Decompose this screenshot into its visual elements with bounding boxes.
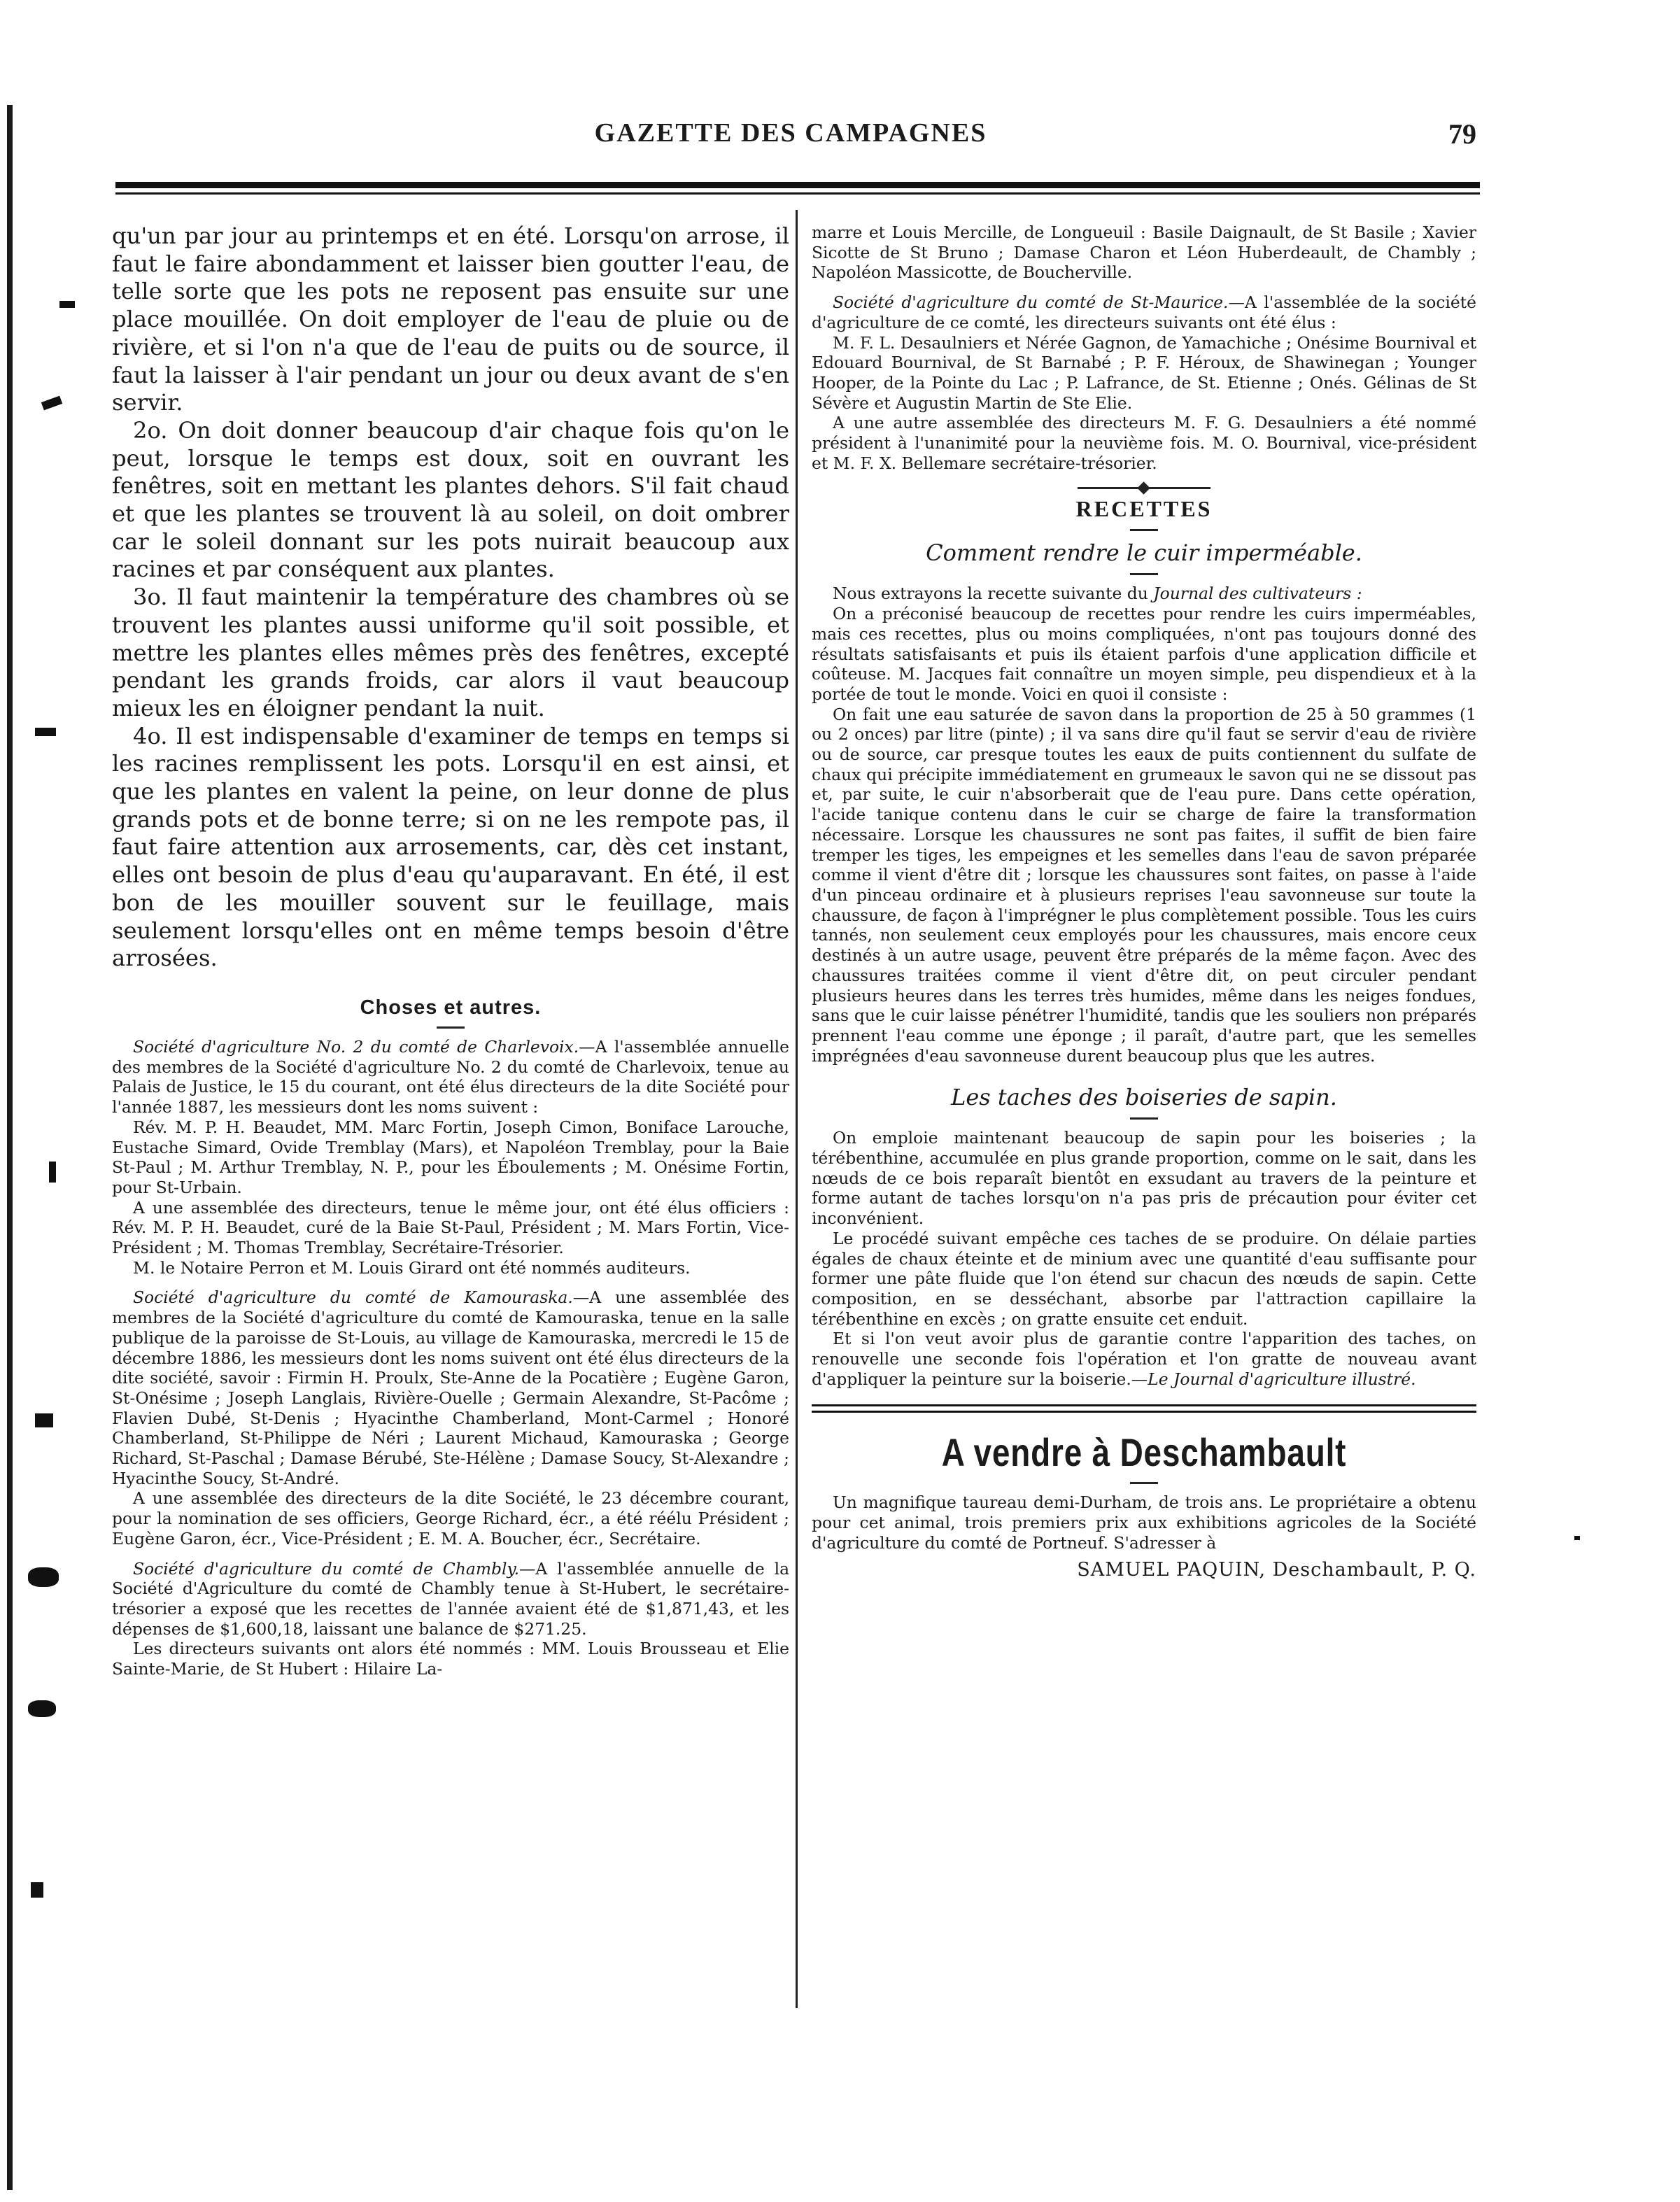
divider	[1130, 529, 1158, 531]
section-heading: RECETTES	[1075, 496, 1213, 522]
choses-continued	[812, 223, 1476, 473]
society-name: Société d'agriculture No. 2 du comté de Charlevoix.	[133, 1036, 579, 1057]
paragraph: 3o. Il faut maintenir la température des chambres où se trouvent les plantes aussi uniforme qu'il soit possible, et mettre les plantes elles mêmes près des fenêtres, excepté pendant les grands froids, car alors il vaut beaucoup mieux les en éloigner pendant la nuit.	[112, 584, 789, 721]
plants-article	[112, 223, 789, 973]
article-heading: Les taches des boiseries de sapin.	[951, 1084, 1337, 1111]
scan-speck	[49, 1162, 56, 1183]
divider	[437, 1026, 465, 1029]
scan-speck	[28, 1567, 59, 1587]
paragraph: Et si l'on veut avoir plus de garantie contre l'apparition des taches, on renouvelle une seconde fois l'opération et l'on gratte de nouveau avant d'appliquer la peinture sur la boiserie.—Le Journal d'agriculture illustré.	[812, 1329, 1476, 1389]
society-name: Société d'agriculture du comté de Chambly.	[133, 1558, 520, 1579]
scan-speck	[35, 1413, 53, 1427]
header-rule	[115, 182, 1480, 188]
right-column	[812, 223, 1476, 1581]
scan-speck	[41, 396, 62, 411]
paragraph: On a préconisé beaucoup de recettes pour rendre les cuirs imperméables, mais ces recettes, plus ou moins compliquées, n'ont pas toujours donné des résultats satisfaisants et puis ils étaient parfois d'une application difficile et coûteuse. M. Jacques fait connaître un moyen simple, peu dispendieux et à la portée de tout le monde. Voici en quoi il consiste :	[812, 604, 1476, 704]
paragraph: A une assemblée des directeurs, tenue le même jour, ont été élus officiers : Rév. M. P. H. Beaudet, curé de la Baie St-Paul, Président ; M. Mars Fortin, Vice-Président ; M. Thomas Tremblay, Secrétaire-Trésorier.	[112, 1197, 789, 1258]
paragraph: 2o. On doit donner beaucoup d'air chaque fois qu'on le peut, lorsque le temps est doux, soit en ouvrant les fenêtres, soit en mettant les plantes dehors. S'il fait chaud et que les plantes se trouvent là au soleil, on doit ombrer car le soleil donnant sur les pots nuirait beaucoup aux racines et par conséquent aux plantes.	[112, 416, 789, 583]
advertisement	[812, 1492, 1476, 1553]
paragraph: Nous extrayons la recette suivante du Journal des cultivateurs :	[833, 584, 1362, 604]
paragraph: Les directeurs suivants ont alors été nommés : MM. Louis Brousseau et Elie Sainte-Marie, de St Hubert : Hilaire La-	[112, 1639, 789, 1679]
advertisement-signature: SAMUEL PAQUIN, Deschambault, P. Q.	[1077, 1558, 1476, 1581]
society-name: Société d'agriculture du comté de St-Maurice.	[833, 292, 1229, 313]
divider	[1130, 1117, 1158, 1120]
page-header	[105, 118, 1476, 160]
page-number: 79	[1448, 118, 1476, 150]
article-heading: Comment rendre le cuir imperméable.	[926, 539, 1362, 567]
scan-speck	[1574, 1536, 1580, 1540]
cuir-article	[812, 584, 1476, 1066]
scan-speck	[35, 728, 56, 736]
paragraph: A une autre assemblée des directeurs M. F. G. Desaulniers a été nommé président à l'unanimité pour la neuvième fois. M. O. Bournival, vice-président et M. F. X. Bellemare secrétaire-trésorier.	[812, 413, 1476, 473]
divider	[1130, 573, 1158, 575]
paragraph: 4o. Il est indispensable d'examiner de temps en temps si les racines remplissent les pots. Lorsqu'il en est ainsi, et que les plantes en valent la peine, on leur donne de plus grands pots et de bonne terre; si on ne les rempote pas, il faut faire attention aux arrosements, car, dès cet instant, elles ont besoin de plus d'eau qu'auparavant. En été, il est bon de les mouiller souvent sur le feuillage, mais seulement lorsqu'elles ont en même temps besoin d'être arrosées.	[112, 722, 789, 972]
paragraph: M. le Notaire Perron et M. Louis Girard ont été nommés auditeurs.	[133, 1257, 691, 1278]
paragraph: Société d'agriculture du comté de Kamouraska.—A une assemblée des membres de la Société d'agriculture du comté de Kamouraska, tenue en la salle publique de la paroisse de St-Louis, au village de Kamouraska, mercredi le 15 de décembre 1886, les messieurs dont les noms suivent ont été élus directeurs de la dite société, savoir : Firmin H. Proulx, Ste-Anne de la Pocatière ; Eugène Garon, St-Onésime ; Joseph Langlais, Rivière-Ouelle ; Germain Alexandre, St-Pacôme ; Flavien Dubé, St-Denis ; Hyacinthe Chamberland, Mont-Carmel ; Honoré Chamberland, St-Philippe de Néri ; Laurent Michaud, Kamouraska ; George Richard, St-Paschal ; Damase Bérubé, Ste-Hélène ; Damase Soucy, St-Alexandre ; Hyacinthe Soucy, St-André.	[112, 1287, 789, 1488]
paragraph: On fait une eau saturée de savon dans la proportion de 25 à 50 grammes (1 ou 2 onces) par litre (pinte) ; il va sans dire qu'il faut se servir d'eau de rivière ou de source, car presque toutes les eaux de puits contiennent du sulfate de chaux qui précipite immédiatement en grumeaux le savon qui ne se dissout pas et, par suite, le cuir n'absorberait que de l'eau pure. Dans cette opération, l'acide tanique contenu dans le cuir se charge de faire la transformation nécessaire. Lorsque les chaussures ne sont pas faites, il suffit de bien faire tremper les tiges, les empeignes et les semelles dans l'eau de savon préparée comme il vient d'être dit ; lorsque les chaussures sont faites, on passe à l'aide d'un pinceau ordinaire et à plusieurs reprises l'eau savonneuse sur toute la chaussure, de façon à l'imprégner le plus complètement possible. Tous les cuirs tannés, non seulement ceux employés pour les chaussures, mais encore ceux destinés à un autre usage, peuvent être préparés de la même façon. Avec des chaussures traitées comme il vient d'être dit, on peut circuler pendant plusieurs heures dans les terres très humides, même dans les neiges fondues, sans que le cuir laisse pénétrer l'humidité, tandis que les souliers non préparés prennent l'eau comme une éponge ; il paraît, d'autre part, que les semelles imprégnées d'eau savonneuse durent beaucoup plus que les autres.	[812, 704, 1476, 1066]
choses-section	[112, 1037, 789, 1679]
society-name: Société d'agriculture du comté de Kamouraska.	[133, 1287, 573, 1308]
binding-edge	[7, 105, 13, 2190]
running-title: GAZETTE DES CAMPAGNES	[594, 118, 987, 148]
paragraph: Rév. M. P. H. Beaudet, MM. Marc Fortin, Joseph Cimon, Boniface Larouche, Eustache Simard, Ovide Tremblay (Mars), et Napoléon Tremblay, pour la Baie St-Paul ; M. Arthur Tremblay, N. P., pour les Éboulements ; M. Onésime Fortin, pour St-Urbain.	[112, 1117, 789, 1197]
paragraph: qu'un par jour au printemps et en été. Lorsqu'on arrose, il faut le faire abondamment et laisser bien goutter l'eau, de telle sorte que les pots ne reposent pas ensuite sur une place mouillée. On doit employer de l'eau de pluie ou de rivière, et si l'on n'a que de l'eau de puits ou de source, il faut la laisser à l'air pendant un jour ou deux avant de s'en servir.	[112, 223, 789, 416]
paragraph: M. F. L. Desaulniers et Nérée Gagnon, de Yamachiche ; Onésime Bournival et Edouard Bournival, de St Barnabé ; P. F. Héroux, de Shawinegan ; Younger Hooper, de la Pointe du Lac ; P. Lafrance, de St. Etienne ; Onés. Gélinas de St Sévère et Augustin Martin de Ste Elie.	[812, 332, 1476, 413]
scan-speck	[31, 1882, 43, 1898]
paragraph: Un magnifique taureau demi-Durham, de trois ans. Le propriétaire a obtenu pour cet animal, trois premiers prix aux exhibitions agricoles de la Société d'agriculture du comté de Portneuf. S'adresser à	[812, 1492, 1476, 1553]
ornament-divider	[1078, 487, 1210, 489]
divider	[1130, 1482, 1158, 1484]
scan-speck	[28, 1700, 56, 1717]
section-heading: Choses et autres.	[360, 996, 542, 1019]
paragraph: Société d'agriculture du comté de St-Maurice.—A l'assemblée de la société d'agriculture de ce comté, les directeurs suivants ont été élus :	[812, 292, 1476, 332]
paragraph: Société d'agriculture No. 2 du comté de Charlevoix.—A l'assemblée annuelle des membres de la Société d'agriculture No. 2 du comté de Charlevoix, tenue au Palais de Justice, le 15 du courant, ont été élus directeurs de la dite Société pour l'année 1887, les messieurs dont les noms suivent :	[112, 1036, 789, 1117]
ad-rule	[812, 1411, 1476, 1413]
advertisement-title: A vendre à Deschambault	[941, 1430, 1347, 1475]
column-divider	[796, 210, 798, 2008]
paragraph: A une assemblée des directeurs de la dite Société, le 23 décembre courant, pour la nomination de ses officiers, George Richard, écr., a été réélu Président ; Eugène Garon, écr., Vice-Président ; E. M. A. Boucher, écr., Secrétaire.	[112, 1488, 789, 1548]
left-column	[112, 223, 789, 1679]
paragraph: On emploie maintenant beaucoup de sapin pour les boiseries ; la térébenthine, accumulée en plus grande proportion, comme on le sait, dans les nœuds de ce bois reparaît bientôt en exsudant au travers de la peinture et forme autant de taches lorsqu'on n'a pas pris de précaution pour éviter cet inconvénient.	[812, 1128, 1476, 1229]
scan-speck	[59, 301, 75, 308]
paragraph: Le procédé suivant empêche ces taches de se produire. On délaie parties égales de chaux éteinte et de minium avec une quantité d'eau suffisante pour former une pâte fluide que l'on étend sur chacun des nœuds de sapin. Cette composition, en se desséchant, absorbe par l'attraction capillaire la térébenthine en excès ; on gratte ensuite cet enduit.	[812, 1228, 1476, 1329]
paragraph: marre et Louis Mercille, de Longueuil : Basile Daignault, de St Basile ; Xavier Sicotte de St Bruno ; Damase Charon et Léon Huberdeault, de Chambly ; Napoléon Massicotte, de Boucherville.	[812, 223, 1476, 283]
header-rule-thin	[115, 192, 1480, 195]
ad-rule	[812, 1404, 1476, 1406]
paragraph: Société d'agriculture du comté de Chambly.—A l'assemblée annuelle de la Société d'Agriculture du comté de Chambly tenue à St-Hubert, le secrétaire-trésorier a exposé que les recettes de l'année avaient été de $1,871,43, et les dépenses de $1,600,18, laissant une balance de $271.25.	[112, 1558, 790, 1639]
taches-article	[812, 1128, 1476, 1389]
